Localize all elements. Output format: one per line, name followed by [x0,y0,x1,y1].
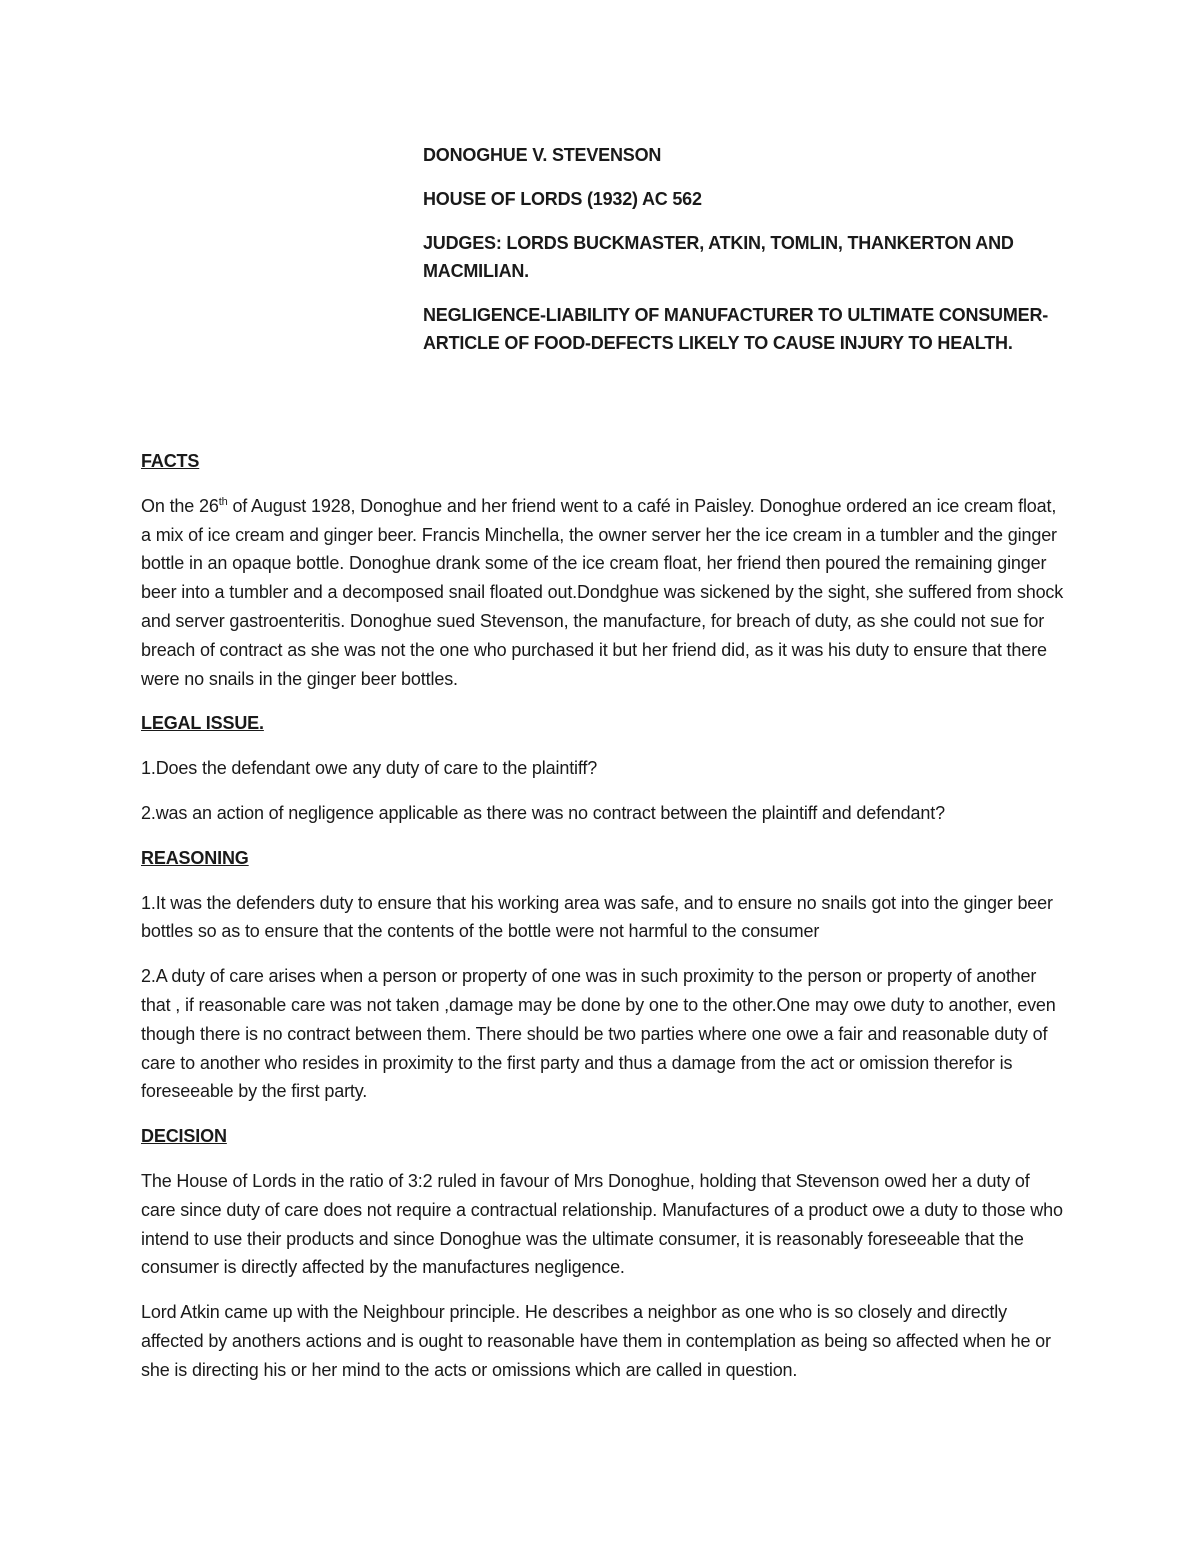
reasoning-item-2: 2.A duty of care arises when a person or property of one was in such proximity to the person or property of another that , if reasonable care was not taken ,damage may be done by one to the other.One may owe duty to another, even though there is no contract between them. There should be two parties where one owe a fair and reasonable duty of care to another who resides in proximity to the first party and thus a damage from the act or omission therefor is foreseeable by the first party. [141,966,1056,1102]
decision-heading: DECISION [141,1126,227,1147]
facts-text-rest: of August 1928, Donoghue and her friend went to a café in Paisley. Donoghue ordered an ice cream float, a mix of ice cream and ginger beer. Francis Minchella, the owner server her the ice cream in a tumbler and the ginger bottle in an opaque bottle. Donoghue drank some of the ice cream float, her friend then poured the remaining ginger beer into a tumbler and a decomposed snail floated out.Dondghue was sickened by the sight, she suffered from shock and server gastroenteritis. Donoghue sued Stevenson, the manufacture, for breach of duty, as she could not sue for breach of contract as she was not the one who purchased it but her friend did, as it was his duty to ensure that there were no snails in the ginger beer bottles. [141,495,1064,689]
legal-issue-heading: LEGAL ISSUE. [141,713,264,734]
facts-heading: FACTS [141,451,200,471]
ordinal-suffix: th [218,495,228,508]
facts-paragraph [141,492,1066,694]
case-citation: HOUSE OF LORDS (1932) AC 562 [423,189,702,209]
reasoning-item-1: 1.It was the defenders duty to ensure that his working area was safe, and to ensure no snails got into the ginger beer bottles so as to ensure that the contents of the bottle were not harmful to the consumer [141,892,1053,942]
decision-paragraph-2: Lord Atkin came up with the Neighbour principle. He describes a neighbor as one who is so closely and directly affected by anothers actions and is ought to reasonable have them in contemplation as being so affected when he or she is directing his or her mind to the acts or omissions which are called in question. [141,1302,1051,1380]
decision-paragraph-1: The House of Lords in the ratio of 3:2 ruled in favour of Mrs Donoghue, holding that Stevenson owed her a duty of care since duty of care does not require a contractual relationship. Manufactures of a product owe a duty to those who intend to use their products and since Donoghue was the ultimate consumer, it is reasonably foreseeable that the consumer is directly affected by the manufactures negligence. [141,1170,1063,1278]
reasoning-heading: REASONING [141,847,249,868]
document-body [141,447,1066,1401]
legal-issue-item-1: 1.Does the defendant owe any duty of care to the plaintiff? [141,758,598,779]
case-header [423,141,1073,373]
facts-text-start: On the 26 [141,495,219,516]
case-judges: JUDGES: LORDS BUCKMASTER, ATKIN, TOMLIN, THANKERTON AND MACMILIAN. [423,233,1014,281]
case-subject: NEGLIGENCE-LIABILITY OF MANUFACTURER TO ULTIMATE CONSUMER-ARTICLE OF FOOD-DEFECTS LIKELY TO CAUSE INJURY TO HEALTH. [423,305,1049,353]
case-name: DONOGHUE V. STEVENSON [423,145,662,165]
legal-issue-item-2: 2.was an action of negligence applicable as there was no contract between the plaintiff and defendant? [141,802,945,823]
